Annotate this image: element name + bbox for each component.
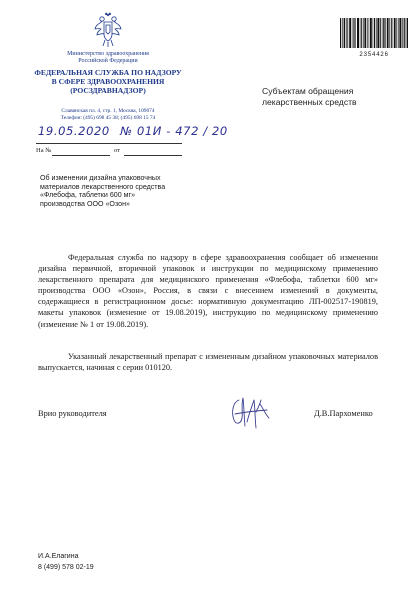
addressee-line-2: лекарственных средств <box>262 97 357 107</box>
service-line-3: (РОСЗДРАВНАДЗОР) <box>70 86 146 95</box>
handwritten-date: 19.05.2020 <box>38 124 110 138</box>
coat-of-arms-emblem-icon <box>93 12 123 48</box>
ministry-line-2: Российской Федерации <box>78 58 138 64</box>
number-underline <box>52 155 110 156</box>
signatory-title: Врио руководителя <box>38 409 107 418</box>
handwritten-signature-icon <box>225 392 287 432</box>
ministry-name <box>40 51 176 65</box>
date-number-underline <box>36 143 182 144</box>
barcode-number: 2354426 <box>359 51 389 58</box>
addressee-block <box>262 86 402 108</box>
service-line-2: В СФЕРЕ ЗДРАВООХРАНЕНИЯ <box>51 77 165 86</box>
subject-line-1: Об изменении дизайна упаковочных <box>40 174 161 182</box>
barcode-icon <box>340 18 408 48</box>
body-paragraph-1: Федеральная служба по надзору в сфере здравоохранения сообщает об изменении дизайна первичной, вторичной упаковок и инструкции по медицинскому применению лекарственного препарата для медицинского применения «Флебофа, таблетки 600 мг» производства ООО «Озон», Россия, в связи с внесением изменений в документы, содержащиеся в регистрационном досье: нормативную документацию ЛП-002517-190819, макеты упаковок (изменение от 19.08.2019), инструкцию по медицинскому применению (изменение № 1 от 19.08.2019). <box>38 253 378 329</box>
executor-name: И.А.Елагина <box>38 553 79 560</box>
executor-phone: 8 (499) 578 02-19 <box>38 564 94 571</box>
from-label: от <box>114 147 121 154</box>
service-address <box>32 108 184 122</box>
handwritten-number: № 01И - 472 / 20 <box>120 124 228 138</box>
letter-subject <box>40 174 212 208</box>
subject-line-4: производства ООО «Озон» <box>40 199 130 208</box>
body-paragraph-2: Указанный лекарственный препарат с измененным дизайном упаковочных материалов выпускается, начиная с серии 010120. <box>38 352 378 373</box>
service-line-1: ФЕДЕРАЛЬНАЯ СЛУЖБА ПО НАДЗОРУ <box>34 68 182 77</box>
addressee-line-1: Субъектам обращения <box>262 86 354 96</box>
from-underline <box>124 155 182 156</box>
address-line-1: Славянская пл. 4, стр. 1, Москва, 109074 <box>61 108 155 114</box>
number-label: На № <box>36 147 52 154</box>
address-line-2: Телефон: (495) 698 45 38; (495) 698 15 74 <box>60 115 156 121</box>
subject-line-2: материалов лекарственного средства <box>40 182 166 191</box>
ministry-line-1: Министерство здравоохранения <box>67 51 149 57</box>
service-name <box>32 68 184 95</box>
signatory-name: Д.В.Пархоменко <box>314 409 373 418</box>
subject-line-3: «Флебофа, таблетки 600 мг» <box>40 191 136 200</box>
